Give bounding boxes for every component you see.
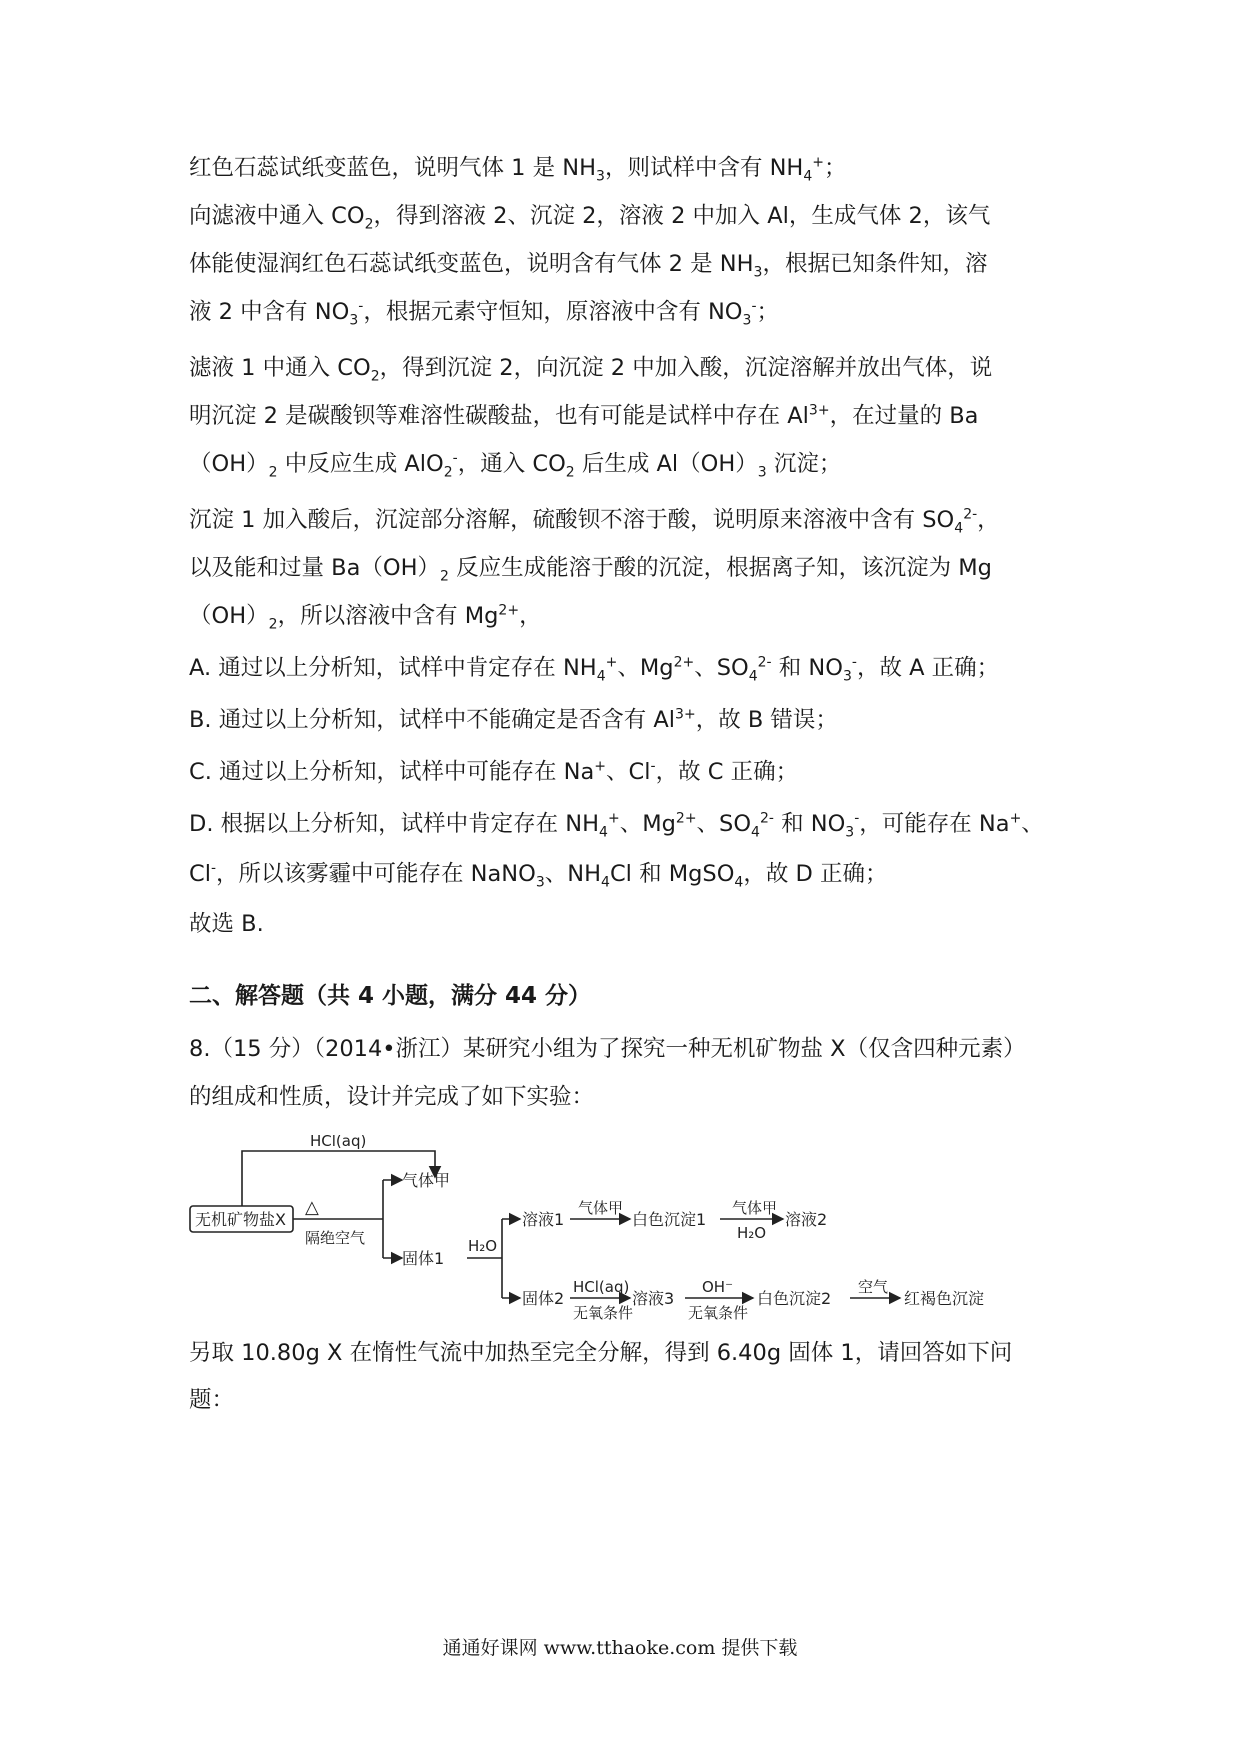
air-label: 空气 bbox=[858, 1278, 889, 1296]
question-line-1: 8.（15 分）（2014•浙江）某研究小组为了探究一种无机矿物盐 X（仅含四种元素） bbox=[189, 1036, 1026, 1062]
analysis-line-16: 故选 B. bbox=[189, 911, 264, 937]
analysis-line-5: 滤液 1 中通入 $CO_2$，得到沉淀 2，向沉淀 2 中加入酸，沉淀溶解并放出气体，说 bbox=[189, 355, 993, 385]
solid2-label: 固体2 bbox=[522, 1289, 565, 1308]
experiment-flowchart bbox=[180, 1135, 1060, 1320]
analysis-line-3: 体能使湿润红色石蕊试纸变蓝色，说明含有气体 2 是 $NH_3$，根据已知条件知，溶 bbox=[189, 251, 988, 281]
sol3-label: 溶液3 bbox=[632, 1289, 675, 1308]
analysis-line-15: Cl-，所以该雾霾中可能存在 NaNO$_3$、$NH_4Cl$ 和 MgSO$_4$，故 D 正确； bbox=[189, 860, 888, 891]
white1-label: 白色沉淀1 bbox=[632, 1210, 707, 1229]
question-line-2: 的组成和性质，设计并完成了如下实验： bbox=[189, 1084, 595, 1110]
box-label: 无机矿物盐X bbox=[195, 1210, 286, 1229]
heat-label: △ bbox=[305, 1197, 319, 1218]
question-after-2: 题： bbox=[189, 1387, 235, 1413]
red-brown-label: 红褐色沉淀 bbox=[904, 1289, 985, 1308]
oh-label: OH⁻ bbox=[702, 1278, 734, 1296]
analysis-line-4: 液 2 中含有 $NO_3^-$，根据元素守恒知，原溶液中含有 $NO_3^-$； bbox=[189, 298, 780, 329]
analysis-line-11: A. 通过以上分析知，试样中肯定存在 $NH_4^+$、$Mg^{2+}$、$SO_4^{2-}$ 和 $NO_3^-$，故 A 正确； bbox=[189, 654, 1000, 685]
analysis-line-7: $(OH)_2$ 中反应生成 AlO$_2$-，通入 $CO_2$ 后生成 $Al(OH)_3$ 沉淀； bbox=[189, 450, 842, 481]
analysis-line-8: 沉淀 1 加入酸后，沉淀部分溶解，硫酸钡不溶于酸，说明原来溶液中含有 $SO_4^{2-}$， bbox=[189, 506, 1000, 537]
gas-a2-label: 气体甲 bbox=[578, 1199, 624, 1217]
anox2-label: 无氧条件 bbox=[688, 1304, 749, 1320]
analysis-line-10: $(OH)_2$，所以溶液中含有 $Mg^{2+}$， bbox=[189, 602, 542, 633]
analysis-line-12: B. 通过以上分析知，试样中不能确定是否含有 $Al^{3+}$，故 B 错误； bbox=[189, 706, 838, 733]
sol1-label: 溶液1 bbox=[522, 1210, 565, 1229]
section-heading: 二、解答题（共 4 小题，满分 44 分） bbox=[189, 983, 592, 1009]
solid1-label: 固体1 bbox=[402, 1249, 445, 1268]
analysis-line-2: 向滤液中通入 $CO_2$，得到溶液 2、沉淀 2，溶液 2 中加入 Al，生成气体 2，该气 bbox=[189, 203, 991, 233]
analysis-line-9: 以及能和过量 $Ba(OH)_2$ 反应生成能溶于酸的沉淀，根据离子知，该沉淀为 Mg bbox=[189, 555, 992, 585]
hcl2-label: HCl(aq) bbox=[573, 1278, 630, 1296]
h2o2-label: H₂O bbox=[737, 1224, 767, 1242]
analysis-line-14: D. 根据以上分析知，试样中肯定存在 $NH_4^+$、$Mg^{2+}$、$SO_4^{2-}$ 和 $NO_3^-$，可能存在 Na+、 bbox=[189, 810, 1044, 841]
anox1-label: 无氧条件 bbox=[573, 1304, 634, 1320]
sol2-label: 溶液2 bbox=[785, 1210, 828, 1229]
hcl-top-label: HCl(aq) bbox=[310, 1135, 367, 1150]
page-footer: 通通好课网 www.tthaoke.com 提供下载 bbox=[442, 1637, 798, 1659]
question-after-1: 另取 10.80g X 在惰性气流中加热至完全分解，得到 6.40g 固体 1，请回答如下问 bbox=[189, 1340, 1013, 1366]
analysis-line-6: 明沉淀 2 是碳酸钡等难溶性碳酸盐，也有可能是试样中存在 $Al^{3+}$，在过量的 Ba bbox=[189, 402, 979, 429]
analysis-line-1: 红色石蕊试纸变蓝色，说明气体 1 是 $NH_3$，则试样中含有 $NH_4^+$； bbox=[189, 154, 847, 185]
white2-label: 白色沉淀2 bbox=[757, 1289, 832, 1308]
analysis-line-13: C. 通过以上分析知，试样中可能存在 Na+、Cl-，故 C 正确； bbox=[189, 758, 799, 785]
no-air-label: 隔绝空气 bbox=[305, 1229, 366, 1247]
gas-a3-label: 气体甲 bbox=[732, 1199, 778, 1217]
h2o-label: H₂O bbox=[468, 1237, 498, 1255]
gas-a-label: 气体甲 bbox=[402, 1171, 451, 1190]
